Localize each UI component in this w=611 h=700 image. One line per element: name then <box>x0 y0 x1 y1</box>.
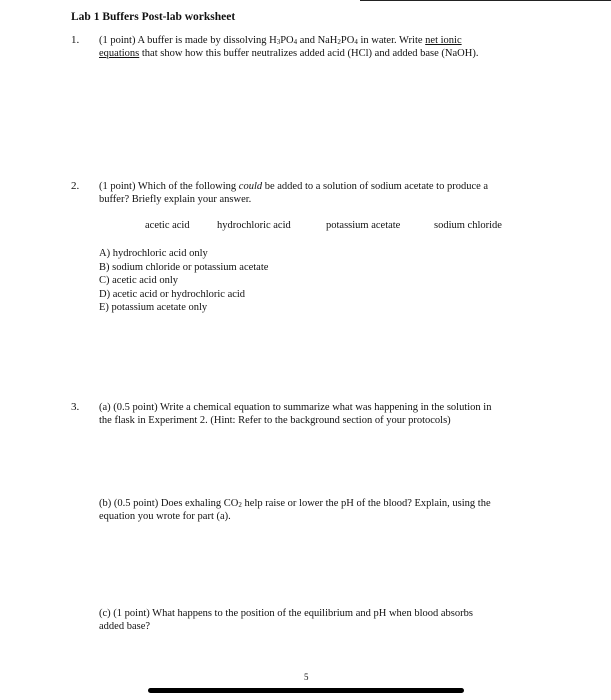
page-number: 5 <box>304 672 309 682</box>
question-3b-line-2: equation you wrote for part (a). <box>99 511 231 522</box>
choice-potassium-acetate: potassium acetate <box>326 220 401 231</box>
answer-options <box>99 247 268 315</box>
question-2-number: 2. <box>71 180 80 192</box>
answer-option-d: D) acetic acid or hydrochloric acid <box>99 288 246 300</box>
answer-option-c: C) acetic acid only <box>99 275 179 287</box>
choice-sodium-chloride: sodium chloride <box>434 220 502 231</box>
answer-option-a: A) hydrochloric acid only <box>99 248 208 259</box>
question-2-line-1: (1 point) Which of the following could be added to a solution of sodium acetate to produce a <box>99 181 489 192</box>
net-ionic-term: net ionic <box>425 35 462 46</box>
top-rule <box>360 0 611 1</box>
question-3b-line-1: (b) (0.5 point) Does exhaling $CO_2$ help raise or lower the pH of the blood? Explain, using the <box>99 498 491 509</box>
question-3a-line-1: (a) (0.5 point) Write a chemical equation to summarize what was happening in the solution in <box>99 402 492 413</box>
question-3a-line-2: the flask in Experiment 2. (Hint: Refer to the background section of your protocols) <box>99 415 451 426</box>
page-title: Lab 1 Buffers Post-lab worksheet <box>71 11 236 23</box>
answer-option-b: B) sodium chloride or potassium acetate <box>99 261 269 273</box>
equations-term: equations <box>99 48 140 59</box>
home-indicator-bar[interactable] <box>148 688 464 693</box>
question-1-line-2: equations that show how this buffer neutralizes added acid (HCl) and added base (NaOH). <box>99 48 479 59</box>
question-1-number: 1. <box>71 34 80 46</box>
question-3-number: 3. <box>71 401 80 413</box>
choice-hydrochloric-acid: hydrochloric acid <box>217 220 291 231</box>
question-1-line-1: (1 point) A buffer is made by dissolving $H_3PO_4$ and $NaH_2PO_4$ in water. Write net ionic <box>99 35 462 46</box>
question-2-line-2: buffer? Briefly explain your answer. <box>99 194 252 205</box>
question-3c-line-1: (c) (1 point) What happens to the position of the equilibrium and pH when blood absorbs <box>99 608 473 619</box>
answer-option-e: E) potassium acetate only <box>99 302 208 314</box>
choice-acetic-acid: acetic acid <box>145 220 190 231</box>
question-3c-line-2: added base? <box>99 621 151 632</box>
